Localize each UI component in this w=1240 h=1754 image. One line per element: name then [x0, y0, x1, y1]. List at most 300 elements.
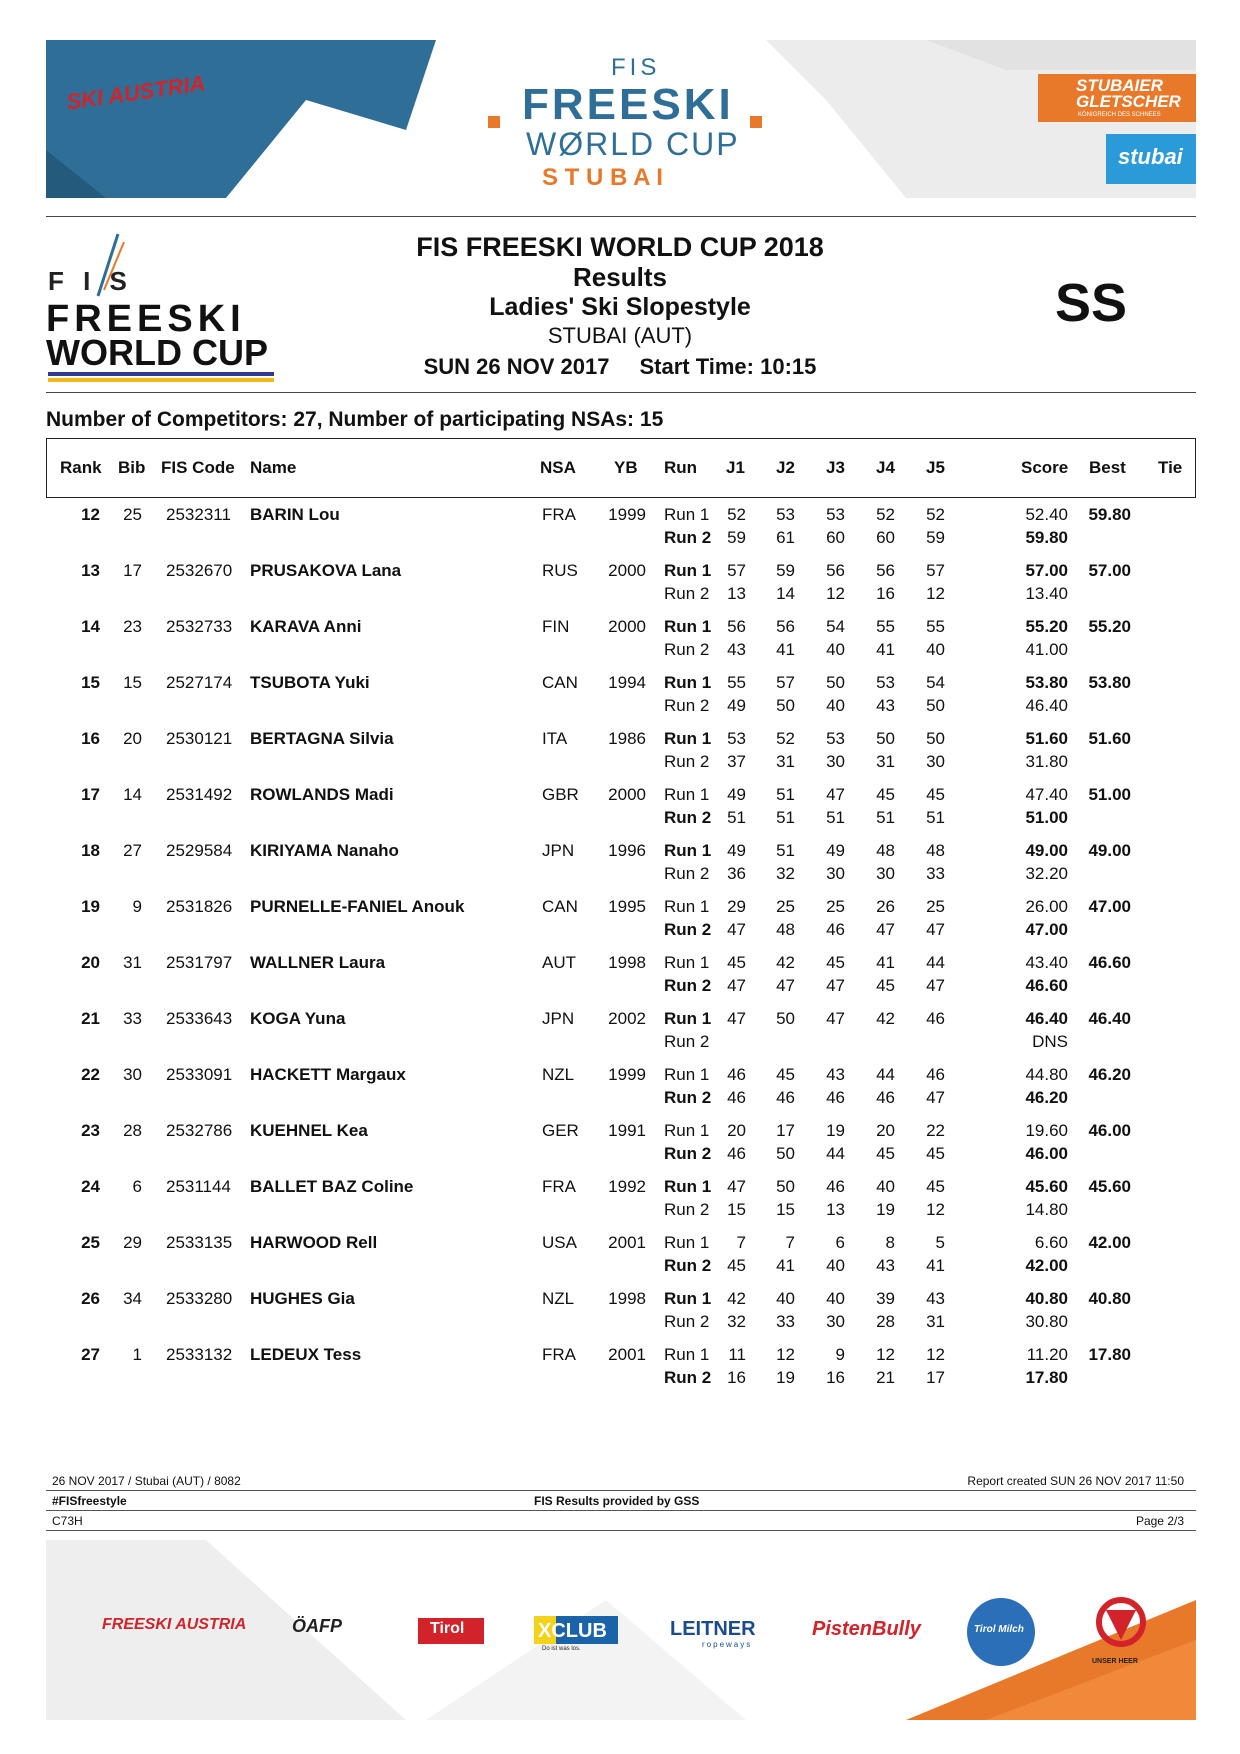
- sponsor-leitner-sub: ropeways: [702, 1640, 753, 1649]
- run-label-cell: Run 1: [664, 785, 710, 804]
- table-row: [0, 617, 1240, 673]
- fis-code-cell: 2531797: [166, 953, 233, 972]
- best-cell: 42.00: [1088, 1233, 1131, 1252]
- judge-score-cell: 52: [926, 505, 945, 524]
- judge-score-cell: 36: [727, 864, 746, 883]
- judge-score-cell: 57: [926, 561, 945, 580]
- best-cell: 47.00: [1088, 897, 1131, 916]
- judge-score-cell: 51: [776, 808, 795, 827]
- event-name: Ladies' Ski Slopestyle: [489, 293, 751, 321]
- judge-score-cell: 31: [776, 752, 795, 771]
- rank-cell: 23: [81, 1121, 100, 1140]
- col-best: Best: [1089, 458, 1126, 477]
- judge-score-cell: 16: [727, 1368, 746, 1387]
- name-cell: LEDEUX Tess: [250, 1345, 362, 1364]
- judge-score-cell: 20: [727, 1121, 746, 1140]
- judge-score-cell: 40: [826, 1256, 845, 1275]
- judge-score-cell: 12: [826, 584, 845, 603]
- run-label-cell: Run 1: [664, 1177, 712, 1196]
- judge-score-cell: 15: [727, 1200, 746, 1219]
- best-cell: 59.80: [1088, 505, 1131, 524]
- judge-score-cell: 48: [876, 841, 895, 860]
- judge-score-cell: 48: [926, 841, 945, 860]
- table-row: [0, 1345, 1240, 1401]
- fis-code-cell: 2532786: [166, 1121, 233, 1140]
- run-score-cell: 6.60: [1034, 1233, 1068, 1252]
- discipline-code: SS: [1055, 273, 1128, 333]
- fis-logo-text: F I S: [48, 266, 133, 296]
- judge-score-cell: 15: [776, 1200, 795, 1219]
- best-cell: 49.00: [1088, 841, 1131, 860]
- nsa-cell: ITA: [542, 729, 568, 748]
- judge-score-cell: 31: [926, 1312, 945, 1331]
- rank-cell: 21: [81, 1009, 100, 1028]
- report-header: [350, 232, 890, 382]
- table-row: [0, 1065, 1240, 1121]
- judge-score-cell: 43: [727, 640, 746, 659]
- run-label-cell: Run 2: [664, 584, 710, 603]
- judge-score-cell: 20: [876, 1121, 895, 1140]
- yb-cell: 1999: [608, 505, 646, 524]
- judge-score-cell: 47: [876, 920, 895, 939]
- nsa-cell: NZL: [542, 1289, 575, 1308]
- bib-cell: 34: [123, 1289, 142, 1308]
- judge-score-cell: 42: [776, 953, 795, 972]
- judge-score-cell: 56: [876, 561, 895, 580]
- judge-score-cell: 42: [727, 1289, 746, 1308]
- sponsor-oeafp: ÖAFP: [292, 1616, 343, 1636]
- yb-cell: 1999: [608, 1065, 646, 1084]
- judge-score-cell: 51: [876, 808, 895, 827]
- results-table-body: [0, 505, 1240, 1401]
- yb-cell: 2001: [608, 1345, 646, 1364]
- rank-cell: 12: [81, 505, 100, 524]
- judge-score-cell: 17: [776, 1121, 795, 1140]
- run-label-cell: Run 2: [664, 1144, 712, 1163]
- stubai-title: S T U B A I: [542, 164, 663, 191]
- table-row: [0, 953, 1240, 1009]
- footer-hashtag: #FISfreestyle: [52, 1494, 127, 1508]
- run-label-cell: Run 2: [664, 752, 710, 771]
- judge-score-cell: 41: [876, 640, 895, 659]
- run-label-cell: Run 1: [664, 953, 710, 972]
- run-score-cell: 53.80: [1025, 673, 1068, 692]
- run-score-cell: 49.00: [1025, 841, 1068, 860]
- judge-score-cell: 50: [776, 696, 795, 715]
- name-cell: BARIN Lou: [250, 505, 340, 524]
- col-bib: Bib: [118, 458, 146, 477]
- judge-score-cell: 46: [727, 1065, 746, 1084]
- judge-score-cell: 30: [826, 752, 845, 771]
- run-score-cell: 42.00: [1025, 1256, 1068, 1275]
- nsa-cell: CAN: [542, 897, 578, 916]
- judge-score-cell: 33: [776, 1312, 795, 1331]
- rank-cell: 19: [81, 897, 100, 916]
- rank-cell: 15: [81, 673, 100, 692]
- judge-score-cell: 25: [776, 897, 795, 916]
- judge-score-cell: 57: [776, 673, 795, 692]
- bib-cell: 9: [132, 897, 142, 916]
- bib-cell: 29: [123, 1233, 142, 1252]
- judge-score-cell: 45: [876, 1144, 895, 1163]
- judge-score-cell: 50: [926, 696, 945, 715]
- yb-cell: 1996: [608, 841, 646, 860]
- col-rank: Rank: [60, 458, 102, 477]
- run-score-cell: 31.80: [1025, 752, 1068, 771]
- best-cell: 17.80: [1088, 1345, 1131, 1364]
- run-score-cell: 59.80: [1025, 528, 1068, 547]
- run-label-cell: Run 2: [664, 1200, 710, 1219]
- judge-score-cell: 14: [776, 584, 795, 603]
- judge-score-cell: 7: [736, 1233, 746, 1252]
- judge-score-cell: 17: [926, 1368, 945, 1387]
- footer-divider-1: [46, 1490, 1196, 1491]
- nsa-cell: FRA: [542, 1345, 576, 1364]
- col-j3: J3: [826, 458, 845, 477]
- best-cell: 40.80: [1088, 1289, 1131, 1308]
- bib-cell: 20: [123, 729, 142, 748]
- name-cell: PRUSAKOVA Lana: [250, 561, 402, 580]
- run-score-cell: 46.40: [1025, 696, 1068, 715]
- judge-score-cell: 12: [926, 584, 945, 603]
- yb-cell: 1991: [608, 1121, 646, 1140]
- judge-score-cell: 49: [727, 785, 746, 804]
- judge-score-cell: 53: [776, 505, 795, 524]
- judge-score-cell: 47: [727, 976, 746, 995]
- sponsor-unser-heer: UNSER HEER: [1092, 1658, 1138, 1665]
- judge-score-cell: 13: [826, 1200, 845, 1219]
- event-banner: [46, 40, 1196, 198]
- run-label-cell: Run 2: [664, 864, 710, 883]
- judge-score-cell: 45: [926, 1144, 945, 1163]
- col-yb: YB: [614, 458, 638, 477]
- judge-score-cell: 19: [776, 1368, 795, 1387]
- sponsor-pistenbully: PistenBully: [812, 1618, 921, 1640]
- judge-score-cell: 56: [776, 617, 795, 636]
- judge-score-cell: 43: [876, 1256, 895, 1275]
- judge-score-cell: 47: [727, 1009, 746, 1028]
- run-score-cell: 13.40: [1025, 584, 1068, 603]
- fis-code-cell: 2532733: [166, 617, 233, 636]
- world-cup-title: WØRLD CUP: [526, 126, 740, 162]
- judge-score-cell: 40: [876, 1177, 895, 1196]
- run-label-cell: Run 1: [664, 1289, 712, 1308]
- name-cell: KIRIYAMA Nanaho: [250, 841, 399, 860]
- bib-cell: 1: [132, 1345, 142, 1364]
- judge-score-cell: 9: [835, 1345, 845, 1364]
- judge-score-cell: 50: [826, 673, 845, 692]
- yb-cell: 1995: [608, 897, 646, 916]
- yb-cell: 2002: [608, 1009, 646, 1028]
- run-score-cell: 11.20: [1026, 1345, 1068, 1364]
- judge-score-cell: 43: [876, 696, 895, 715]
- name-cell: WALLNER Laura: [250, 953, 386, 972]
- run-label-cell: Run 1: [664, 729, 712, 748]
- judge-score-cell: 51: [776, 841, 795, 860]
- judge-score-cell: 45: [826, 953, 845, 972]
- rank-cell: 24: [81, 1177, 100, 1196]
- best-cell: 46.40: [1088, 1009, 1131, 1028]
- yb-cell: 1986: [608, 729, 646, 748]
- judge-score-cell: 56: [826, 561, 845, 580]
- best-cell: 51.00: [1088, 785, 1131, 804]
- name-cell: KUEHNEL Kea: [250, 1121, 368, 1140]
- judge-score-cell: 26: [876, 897, 895, 916]
- rank-cell: 18: [81, 841, 100, 860]
- judge-score-cell: 46: [876, 1088, 895, 1107]
- rank-cell: 22: [81, 1065, 100, 1084]
- judge-score-cell: 22: [926, 1121, 945, 1140]
- ski-austria-logo: SKI AUSTRIA: [64, 70, 207, 115]
- nsa-cell: NZL: [542, 1065, 575, 1084]
- judge-score-cell: 12: [926, 1200, 945, 1219]
- nsa-cell: JPN: [542, 1009, 575, 1028]
- sponsor-freeski-austria: FREESKI AUSTRIA: [102, 1616, 247, 1633]
- judge-score-cell: 46: [826, 1088, 845, 1107]
- name-cell: ROWLANDS Madi: [250, 785, 394, 804]
- best-cell: 57.00: [1088, 561, 1131, 580]
- run-score-cell: 55.20: [1025, 617, 1068, 636]
- run-label-cell: Run 1: [664, 841, 712, 860]
- rank-cell: 26: [81, 1289, 100, 1308]
- judge-score-cell: 45: [727, 953, 746, 972]
- judge-score-cell: 30: [876, 864, 895, 883]
- judge-score-cell: 40: [826, 1289, 845, 1308]
- judge-score-cell: 11: [728, 1345, 746, 1364]
- stubaier-gletscher-sub: KÖNIGREICH DES SCHNEES: [1078, 112, 1161, 118]
- run-label-cell: Run 1: [664, 1345, 710, 1364]
- bib-cell: 6: [132, 1177, 142, 1196]
- judge-score-cell: 43: [926, 1289, 945, 1308]
- run-score-cell: 46.20: [1025, 1088, 1068, 1107]
- judge-score-cell: 50: [776, 1144, 795, 1163]
- fis-code-cell: 2533280: [166, 1289, 233, 1308]
- run-score-cell: 41.00: [1025, 640, 1068, 659]
- judge-score-cell: 6: [835, 1233, 845, 1252]
- judge-score-cell: 41: [776, 1256, 795, 1275]
- run-score-cell: 43.40: [1025, 953, 1068, 972]
- judge-score-cell: 44: [876, 1065, 895, 1084]
- nsa-cell: FIN: [542, 617, 570, 636]
- judge-score-cell: 50: [876, 729, 895, 748]
- judge-score-cell: 52: [776, 729, 795, 748]
- judge-score-cell: 28: [876, 1312, 895, 1331]
- judge-score-cell: 59: [926, 528, 945, 547]
- yb-cell: 1994: [608, 673, 646, 692]
- judge-score-cell: 46: [727, 1144, 746, 1163]
- judge-score-cell: 47: [926, 920, 945, 939]
- table-row: [0, 1177, 1240, 1233]
- judge-score-cell: 45: [776, 1065, 795, 1084]
- judge-score-cell: 30: [826, 864, 845, 883]
- rank-cell: 13: [81, 561, 100, 580]
- venue: STUBAI (AUT): [547, 323, 693, 348]
- run-score-cell: 46.40: [1025, 1009, 1068, 1028]
- run-score-cell: 52.40: [1025, 505, 1068, 524]
- judge-score-cell: 53: [826, 505, 845, 524]
- judge-score-cell: 47: [926, 1088, 945, 1107]
- table-row: [0, 785, 1240, 841]
- table-row: [0, 561, 1240, 617]
- run-score-cell: 14.80: [1025, 1200, 1068, 1219]
- table-row: [0, 897, 1240, 953]
- judge-score-cell: 53: [826, 729, 845, 748]
- run-label-cell: Run 2: [664, 1368, 712, 1387]
- run-score-cell: 47.00: [1025, 920, 1068, 939]
- judge-score-cell: 51: [826, 808, 845, 827]
- bib-cell: 15: [123, 673, 142, 692]
- sponsor-xclub-tagline: Do ist was los.: [542, 1646, 581, 1652]
- judge-score-cell: 55: [727, 673, 746, 692]
- run-score-cell: 44.80: [1025, 1065, 1068, 1084]
- judge-score-cell: 53: [727, 729, 746, 748]
- footer-report-created: Report created SUN 26 NOV 2017 11:50: [967, 1474, 1184, 1488]
- run-label-cell: Run 2: [664, 528, 712, 547]
- judge-score-cell: 40: [776, 1289, 795, 1308]
- name-cell: PURNELLE-FANIEL Anouk: [250, 897, 465, 916]
- judge-score-cell: 50: [776, 1009, 795, 1028]
- judge-score-cell: 49: [727, 696, 746, 715]
- name-cell: BALLET BAZ Coline: [250, 1177, 414, 1196]
- table-row: [0, 729, 1240, 785]
- bib-cell: 33: [123, 1009, 142, 1028]
- run-score-cell: 45.60: [1025, 1177, 1068, 1196]
- judge-score-cell: 55: [926, 617, 945, 636]
- judge-score-cell: 49: [727, 841, 746, 860]
- yb-cell: 1998: [608, 953, 646, 972]
- judge-score-cell: 33: [926, 864, 945, 883]
- judge-score-cell: 47: [727, 1177, 746, 1196]
- best-cell: 55.20: [1088, 617, 1131, 636]
- name-cell: HACKETT Margaux: [250, 1065, 406, 1084]
- fis-code-cell: 2533135: [166, 1233, 233, 1252]
- nsa-cell: AUT: [542, 953, 576, 972]
- fis-code-cell: 2532670: [166, 561, 233, 580]
- run-score-cell: 46.60: [1025, 976, 1068, 995]
- judge-score-cell: 53: [876, 673, 895, 692]
- judge-score-cell: 41: [776, 640, 795, 659]
- yb-cell: 2000: [608, 785, 646, 804]
- fis-small-text: FIS: [611, 54, 661, 81]
- best-cell: 45.60: [1088, 1177, 1131, 1196]
- col-name: Name: [250, 458, 297, 477]
- fis-code-cell: 2529584: [166, 841, 233, 860]
- table-row: [0, 1233, 1240, 1289]
- table-row: [0, 1289, 1240, 1345]
- fis-code-cell: 2531144: [166, 1177, 231, 1196]
- judge-score-cell: 47: [926, 976, 945, 995]
- judge-score-cell: 12: [876, 1345, 895, 1364]
- rank-cell: 20: [81, 953, 100, 972]
- fis-freeski-logo: [46, 228, 276, 388]
- judge-score-cell: 30: [826, 1312, 845, 1331]
- best-cell: 46.20: [1088, 1065, 1131, 1084]
- judge-score-cell: 45: [876, 976, 895, 995]
- judge-score-cell: 16: [826, 1368, 845, 1387]
- judge-score-cell: 19: [876, 1200, 895, 1219]
- footer-page: Page 2/3: [1135, 1514, 1184, 1528]
- judge-score-cell: 48: [776, 920, 795, 939]
- rank-cell: 27: [81, 1345, 100, 1364]
- judge-score-cell: 7: [785, 1233, 795, 1252]
- best-cell: 46.60: [1088, 953, 1131, 972]
- sponsor-banner: [46, 1540, 1196, 1720]
- run-score-cell: 46.00: [1025, 1144, 1068, 1163]
- footer-code: C73H: [52, 1514, 83, 1528]
- bib-cell: 23: [123, 617, 142, 636]
- run-label-cell: Run 1: [664, 1121, 710, 1140]
- run-score-cell: 30.80: [1025, 1312, 1068, 1331]
- footer-divider-2: [46, 1510, 1196, 1511]
- table-row: [0, 1009, 1240, 1065]
- nsa-cell: FRA: [542, 505, 576, 524]
- run-label-cell: Run 2: [664, 1088, 712, 1107]
- yb-cell: 2000: [608, 561, 646, 580]
- judge-score-cell: 46: [727, 1088, 746, 1107]
- judge-score-cell: 44: [926, 953, 945, 972]
- col-run: Run: [664, 458, 698, 477]
- yb-cell: 1992: [608, 1177, 646, 1196]
- run-label-cell: Run 2: [664, 808, 712, 827]
- judge-score-cell: 30: [926, 752, 945, 771]
- judge-score-cell: 52: [876, 505, 895, 524]
- judge-score-cell: 61: [776, 528, 795, 547]
- bib-cell: 28: [123, 1121, 142, 1140]
- judge-score-cell: 13: [727, 584, 746, 603]
- run-label-cell: Run 2: [664, 976, 712, 995]
- footer-divider-3: [46, 1530, 1196, 1531]
- report-title: FIS FREESKI WORLD CUP 2018: [416, 232, 824, 262]
- best-cell: 46.00: [1088, 1121, 1131, 1140]
- judge-score-cell: 50: [776, 1177, 795, 1196]
- judge-score-cell: 40: [926, 640, 945, 659]
- judge-score-cell: 40: [826, 640, 845, 659]
- bib-cell: 14: [123, 785, 142, 804]
- run-score-cell: 32.20: [1025, 864, 1068, 883]
- rank-cell: 16: [81, 729, 100, 748]
- judge-score-cell: 44: [826, 1144, 845, 1163]
- judge-score-cell: 8: [885, 1233, 895, 1252]
- judge-score-cell: 52: [727, 505, 746, 524]
- judge-score-cell: 32: [776, 864, 795, 883]
- run-label-cell: Run 2: [664, 1256, 712, 1275]
- stubaier-gletscher-logo: STUBAIER GLETSCHER: [1076, 76, 1181, 111]
- run-label-cell: Run 1: [664, 505, 710, 524]
- sponsor-leitner: LEITNER: [670, 1618, 756, 1640]
- col-j5: J5: [926, 458, 945, 477]
- run-label-cell: Run 2: [664, 640, 710, 659]
- judge-score-cell: 25: [826, 897, 845, 916]
- logo-worldcup-text: WORLD CUP: [46, 332, 268, 373]
- judge-score-cell: 31: [876, 752, 895, 771]
- run-label-cell: Run 2: [664, 1312, 710, 1331]
- divider-top: [46, 216, 1196, 217]
- fis-code-cell: 2531826: [166, 897, 233, 916]
- best-cell: 51.60: [1088, 729, 1131, 748]
- start-time: Start Time: 10:15: [639, 354, 817, 379]
- bib-cell: 25: [123, 505, 142, 524]
- judge-score-cell: 47: [727, 920, 746, 939]
- judge-score-cell: 45: [926, 1177, 945, 1196]
- event-date: SUN 26 NOV 2017: [423, 354, 610, 379]
- col-j1: J1: [726, 458, 745, 477]
- bib-cell: 27: [123, 841, 142, 860]
- judge-score-cell: 41: [926, 1256, 945, 1275]
- judge-score-cell: 12: [776, 1345, 795, 1364]
- run-score-cell: 17.80: [1025, 1368, 1068, 1387]
- run-label-cell: Run 2: [664, 920, 712, 939]
- nsa-cell: GER: [542, 1121, 579, 1140]
